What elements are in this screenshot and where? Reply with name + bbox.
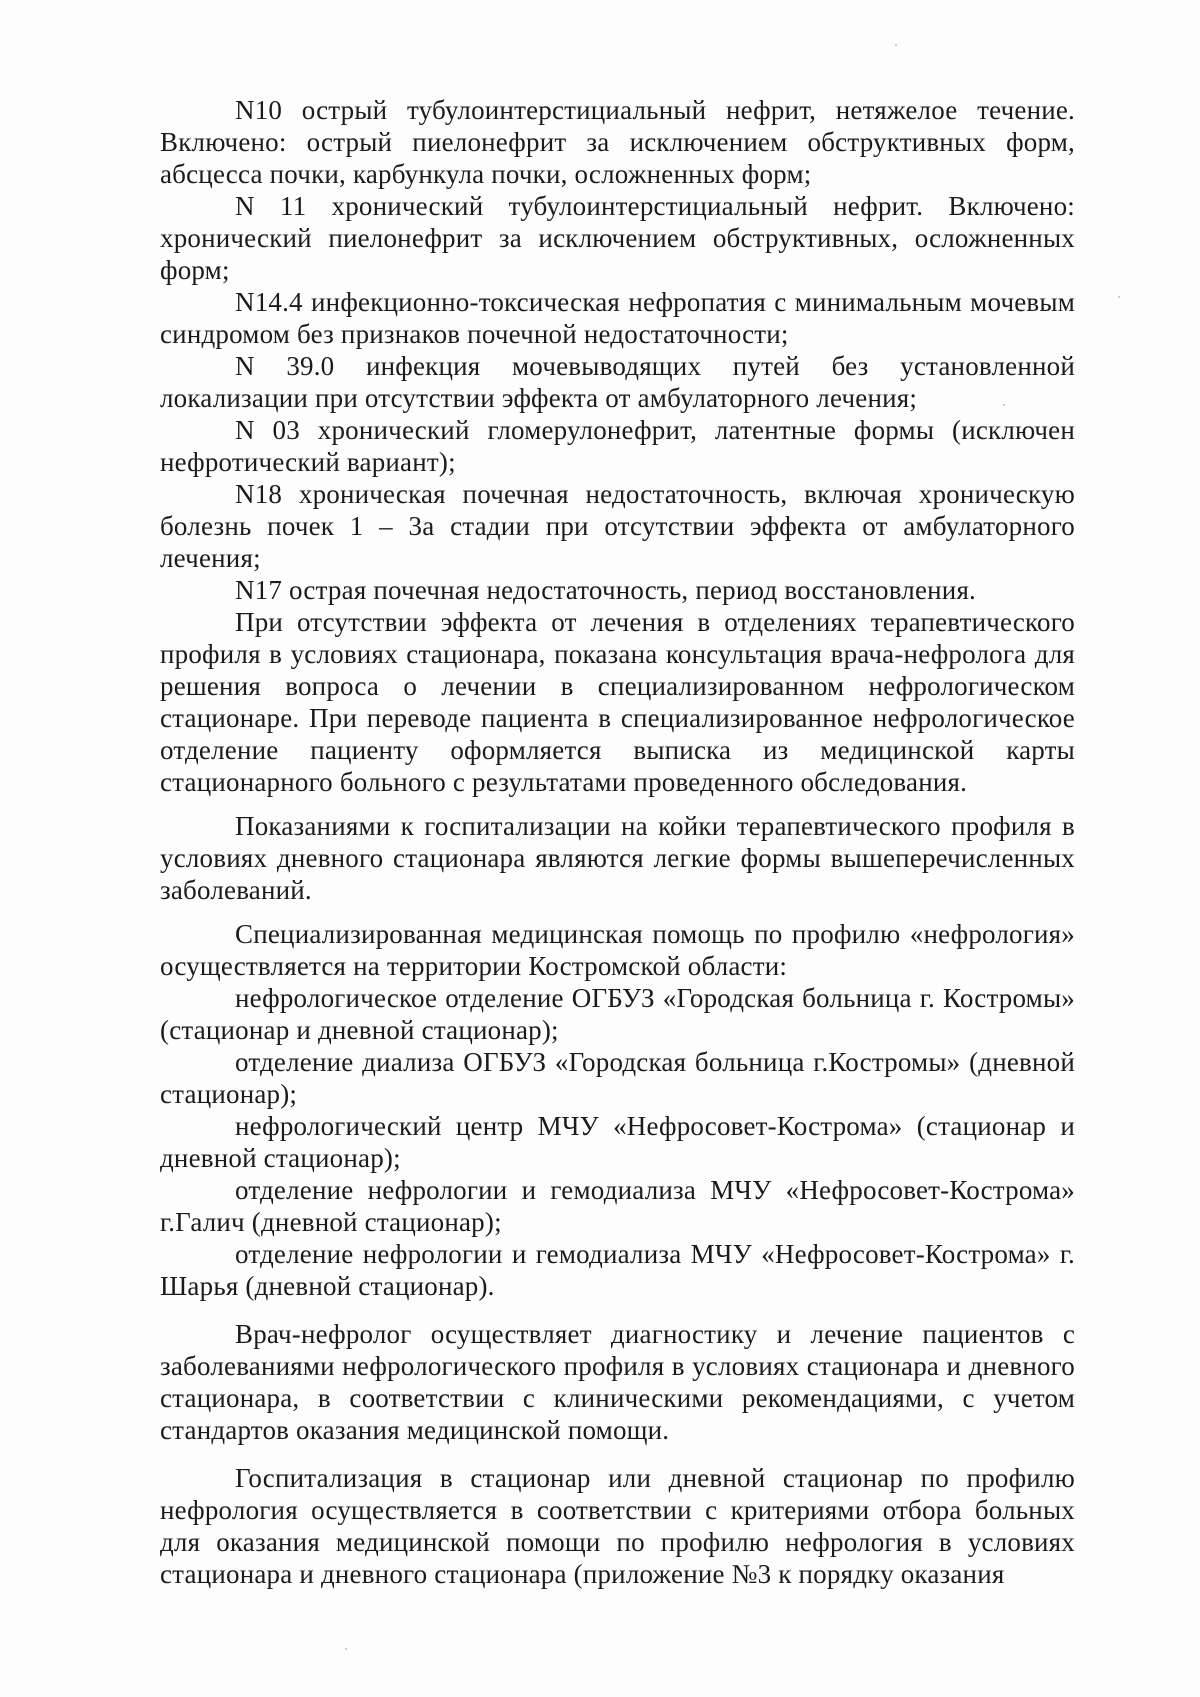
paragraph-n18: N18 хроническая почечная недостаточность, включая хроническую болезнь почек 1 – 3а стадии при отсутствии эффекта от амбулаторного лечения; [160, 479, 1075, 573]
paragraph-day-hospital-indications: Показаниями к госпитализации на койки терапевтического профиля в условиях дневного стационара являются легкие формы вышеперечисленных заболеваний. [160, 811, 1075, 905]
list-item-nefrosovet-galich: отделение нефрологии и гемодиализа МЧУ «Нефросовет-Кострома» г.Галич (дневной стационар); [160, 1175, 1075, 1237]
paragraph-n03: N 03 хронический гломерулонефрит, латентные формы (исключен нефротический вариант); [160, 415, 1075, 477]
scan-speck [895, 44, 897, 46]
scan-speck [1118, 296, 1120, 298]
paragraph-n17: N17 острая почечная недостаточность, период восстановления. [235, 575, 977, 605]
paragraph-nephrologist: Врач-нефролог осуществляет диагностику и лечение пациентов с заболеваниями нефрологического профиля в условиях стационара и дневного стационара, в соответствии с клиническими рекомендациями, с учетом стандартов оказания медицинской помощи. [160, 1319, 1075, 1445]
document-body [160, 94, 1075, 1590]
paragraph-specialized-care: Специализированная медицинская помощь по профилю «нефрология» осуществляется на территории Костромской области: [160, 919, 1075, 981]
paragraph-n14-4: N14.4 инфекционно-токсическая нефропатия с минимальным мочевым синдромом без признаков почечной недостаточности; [160, 287, 1075, 349]
list-item-ogbuz-dialysis: отделение диализа ОГБУЗ «Городская больница г.Костромы» (дневной стационар); [160, 1047, 1075, 1109]
list-item-ogbuz-nephrology: нефрологическое отделение ОГБУЗ «Городская больница г. Костромы» (стационар и дневной стационар); [160, 983, 1075, 1045]
paragraph-n11: N 11 хронический тубулоинтерстициальный нефрит. Включено: хронический пиелонефрит за исключением обструктивных, осложненных форм; [160, 191, 1075, 285]
scan-speck [345, 1648, 347, 1650]
list-item-nefrosovet-sharya: отделение нефрологии и гемодиализа МЧУ «Нефросовет-Кострома» г. Шарья (дневной стационар). [160, 1239, 1075, 1301]
paragraph-hospitalization: Госпитализация в стационар или дневной стационар по профилю нефрология осуществляется в соответствии с критериями отбора больных для оказания медицинской помощи по профилю нефрология в условиях стационара и дневного стационара (приложение №3 к порядку оказания [160, 1463, 1075, 1589]
paragraph-n10: N10 острый тубулоинтерстициальный нефрит, нетяжелое течение. Включено: острый пиелонефрит за исключением обструктивных форм, абсцесса почки, карбункула почки, осложненных форм; [160, 95, 1075, 189]
list-item-nefrosovet-center: нефрологический центр МЧУ «Нефросовет-Кострома» (стационар и дневной стационар); [160, 1111, 1075, 1173]
paragraph-n39-0: N 39.0 инфекция мочевыводящих путей без установленной локализации при отсутствии эффекта от амбулаторного лечения; [160, 351, 1075, 413]
paragraph-consultation: При отсутствии эффекта от лечения в отделениях терапевтического профиля в условиях стационара, показана консультация врача-нефролога для решения вопроса о лечении в специализированном нефрологическом стационаре. При переводе пациента в специализированное нефрологическое отделение пациенту оформляется выписка из медицинской карты стационарного больного с результатами проведенного обследования. [160, 607, 1075, 797]
